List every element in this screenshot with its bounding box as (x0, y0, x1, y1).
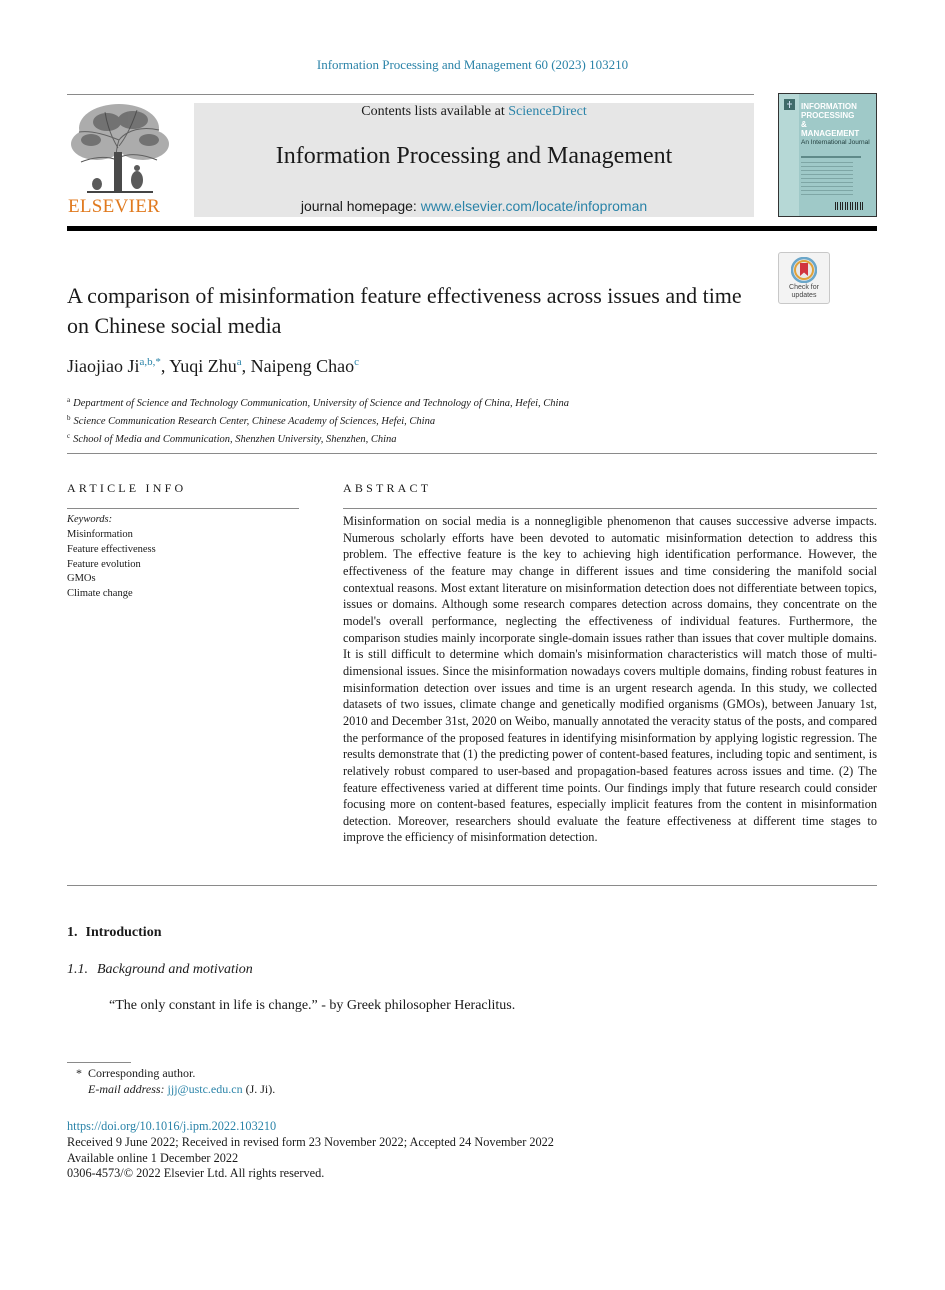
keywords-list (67, 528, 156, 602)
author-list (67, 356, 359, 377)
author-separator: , (241, 356, 251, 376)
abstract-rule (343, 508, 877, 509)
author-separator: , (160, 356, 170, 376)
header-divider (67, 453, 877, 454)
check-updates-icon (791, 257, 817, 283)
contents-prefix: Contents lists available at (361, 104, 509, 119)
homepage-prefix: journal homepage: (300, 198, 421, 214)
email-note (88, 1082, 275, 1097)
cover-side-band (779, 94, 799, 216)
homepage-link[interactable]: www.elsevier.com/locate/infoproman (420, 198, 648, 214)
subsection-number: 1.1. (67, 962, 88, 977)
keyword-item: Feature effectiveness (67, 543, 156, 555)
author-affil-marker[interactable]: a,b,* (139, 356, 161, 368)
affiliations (67, 393, 569, 447)
elsevier-logo (67, 100, 171, 218)
email-link[interactable]: jjj@ustc.edu.cn (167, 1082, 243, 1096)
elsevier-tree-icon (67, 100, 171, 196)
keyword-item: GMOs (67, 573, 96, 585)
keywords-label: Keywords: (67, 514, 113, 525)
subsection-title: Background and motivation (97, 962, 253, 977)
cover-logo-icon (784, 99, 795, 110)
cover-rule (801, 156, 861, 158)
contents-line (194, 104, 754, 120)
author-name[interactable]: Jiaojiao Ji (67, 356, 140, 376)
author-name[interactable]: Yuqi Zhu (169, 356, 237, 376)
sciencedirect-link[interactable]: ScienceDirect (508, 104, 587, 119)
publication-history (67, 1135, 554, 1182)
journal-masthead (194, 103, 754, 217)
keyword-item: Misinformation (67, 529, 133, 540)
cover-title-line-2: PROCESSING (801, 111, 855, 120)
email-suffix: (J. Ji). (242, 1082, 276, 1096)
affiliation-item: $^b$ Science Communication Research Center, Chinese Academy of Sciences, Hefei, China (67, 414, 436, 427)
affiliation-item: $^a$ Department of Science and Technology Communication, University of Science and Technology of China, Hefei, China (67, 396, 569, 409)
section-title: Introduction (85, 925, 162, 940)
running-head[interactable]: Information Processing and Management 60 (2023) 103210 (316, 57, 629, 72)
elsevier-wordmark: ELSEVIER (68, 196, 161, 217)
check-updates-label: Check for updates (789, 284, 819, 299)
doi-link[interactable]: https://doi.org/10.1016/j.ipm.2022.103210 (67, 1119, 277, 1133)
cover-subtitle: An International Journal (801, 139, 870, 146)
check-for-updates-button[interactable] (778, 252, 830, 304)
keyword-item: Climate change (67, 588, 133, 600)
corresponding-label: Corresponding author. (88, 1066, 196, 1080)
footnote-marker: * (76, 1066, 82, 1080)
abstract-heading: ABSTRACT (343, 481, 432, 495)
masthead-top-rule (67, 94, 754, 95)
author-affil-marker[interactable]: a (236, 356, 242, 368)
keyword-item: Feature evolution (67, 558, 141, 570)
cover-barcode-icon (835, 202, 865, 210)
section-heading (67, 925, 161, 941)
article-title: A comparison of misinformation feature effectiveness across issues and time on Chinese social media (67, 283, 742, 338)
cover-title-line-3: & (801, 120, 807, 129)
available-online: Available online 1 December 2022 (67, 1150, 239, 1165)
cover-title-line-1: INFORMATION (801, 102, 857, 111)
author-name[interactable]: Naipeng Chao (250, 356, 355, 376)
footnote-rule (67, 1062, 131, 1063)
section-number: 1. (67, 925, 78, 940)
subsection-heading (67, 962, 253, 978)
email-label: E-mail address: (88, 1082, 165, 1096)
received-dates: Received 9 June 2022; Received in revised form 23 November 2022; Accepted 24 November 2022 (67, 1135, 554, 1149)
article-info-rule (67, 508, 299, 509)
journal-title: Information Processing and Management (275, 143, 673, 169)
cover-title-line-4: MANAGEMENT (801, 129, 860, 138)
epigraph-quote: “The only constant in life is change.” - by Greek philosopher Heraclitus. (109, 998, 516, 1013)
journal-cover[interactable] (778, 93, 877, 217)
homepage-line (194, 198, 754, 214)
masthead-bottom-rule (67, 226, 877, 231)
article-info-heading: ARTICLE INFO (67, 481, 187, 495)
copyright-line: 0306-4573/© 2022 Elsevier Ltd. All rights reserved. (67, 1166, 325, 1181)
abstract-bottom-rule (67, 885, 877, 886)
corresponding-author-note (76, 1066, 195, 1081)
cover-editor-list (801, 162, 853, 198)
author-affil-marker[interactable]: c (354, 356, 359, 368)
affiliation-item: $^c$ School of Media and Communication, Shenzhen University, Shenzhen, China (67, 432, 397, 445)
abstract-text: Misinformation on social media is a nonnegligible phenomenon that causes successive adverse impacts. Numerous scholarly efforts have been devoted to automatic misinformation detection to address this problem. The effective feature is the key to achieving high identification performance. However, the effectiveness of the feature may change in different issues and time considering the manifold social contextual reasons. Most extant literature on misinformation detection does not differentiate between topics, issues or domains. Although some research compares detection across domains, they concentrate on the model's overall performance, neglecting the effectiveness of individual features. Furthermore, the comparison studies mainly incorporate single-domain issues rather than issues that cover multiple domains. It is still difficult to determine which domain's misinformation characteristics will match those of multi-dimensional issues. Since the misinformation nowadays covers multiple domains, finding robust features in misinformation detection over issues and time is an urgent research agenda. In this study, we collected datasets of two issues, climate change and genetically modified organisms (GMOs), between January 1st, 2010 and December 31st, 2020 on Weibo, manually annotated the veracity status of the posts, and compared the performance of the proposed features in identifying misinformation by applying logistic regression. The results demonstrate that (1) the predicting power of content-based features, including topic and sentiment, is relatively robust compared to user-based and propagation-based features across issues and time. (2) The feature effectiveness varied at different time points. Our findings imply that future research could consider focusing more on content-based features, especially implicit features from the content in misinformation detection. Moreover, researchers should evaluate the feature effectiveness at different time stages to improve the efficiency of misinformation detection. (343, 514, 877, 845)
